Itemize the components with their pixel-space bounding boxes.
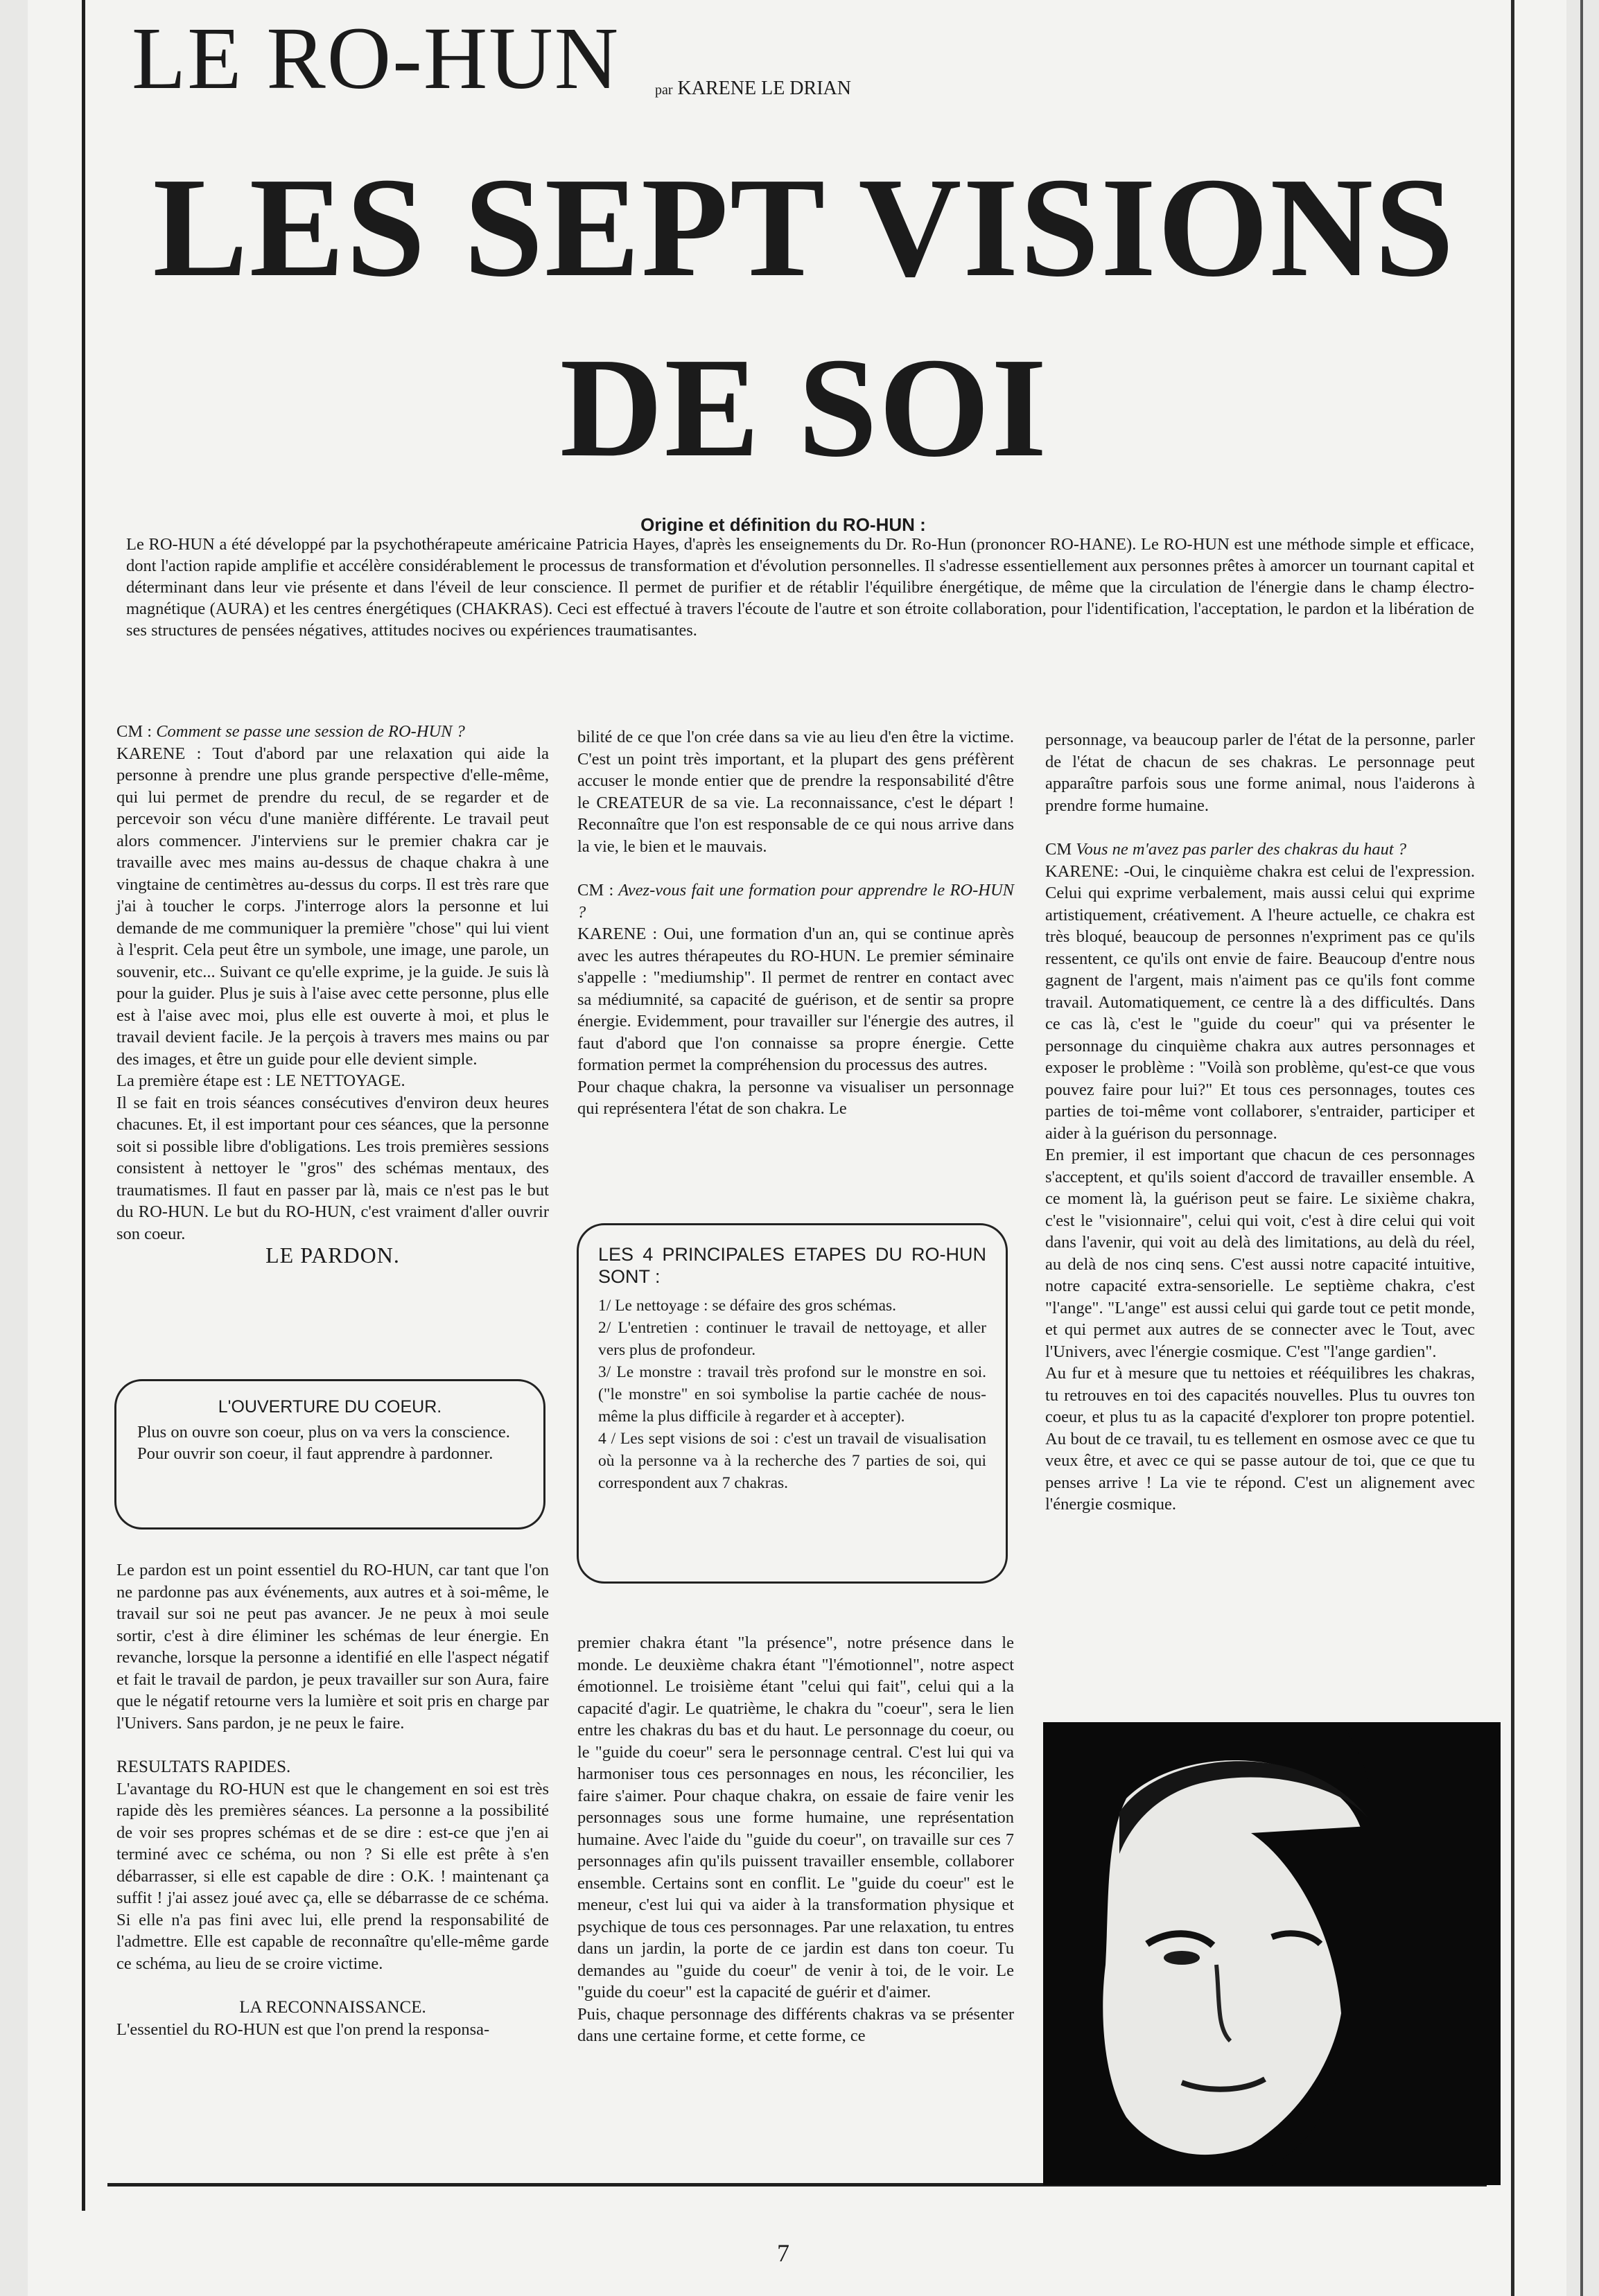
byline xyxy=(655,78,851,100)
left-border-rule xyxy=(82,0,85,2211)
right-border-rule xyxy=(1511,0,1514,2296)
paragraph-chakras: premier chakra étant "la présence", notre présence dans le monde. Le deuxième chakra étant "l'émotionnel", notre aspect émotionnel. Le troisième étant "celui qui fait", celui qui a la capacité d'agir. Le quatrième, le chakra du "coeur", sera le lien entre les chakras du bas et du haut. Le personnage du coeur, ou le "guide du coeur" sera le personnage central. C'est lui qui va harmoniser tous ces personnages en nous, les réconcilier, les faire s'aimer. Pour chaque chakra, on essaie de faire venir les personnages sous une forme humaine, une représentation humaine. Avec l'aide du "guide du coeur", on travaille sur ces 7 personnages afin qu'ils puissent travailler ensemble, collaborer ensemble. Certains sont en conflit. Le "guide du coeur" est le meneur, c'est lui qui va aider à la transformation physique et psychique de tous ces personnages. Par une relaxation, tu entres dans un jardin, la porte de ce jardin est dans ton coeur. Tu demandes au "guide du coeur" de venir à toi, de le voir. Le "guide du coeur" est la capacité de guérir et d'aimer. xyxy=(577,1633,1014,2001)
callout-title-etapes: LES 4 PRINCIPALES ETAPES DU RO-HUN SONT : xyxy=(598,1244,986,1287)
etape-item: 1/ Le nettoyage : se défaire des gros schémas. xyxy=(598,1297,897,1315)
portrait-illustration xyxy=(1043,1722,1501,2185)
portrait-photo xyxy=(1043,1722,1501,2185)
callout-text-ouverture: Plus on ouvre son coeur, plus on va vers la conscience. Pour ouvrir son coeur, il faut apprendre à pardonner. xyxy=(137,1422,510,1463)
etape-item: 3/ Le monstre : travail très profond sur le monstre en soi. ("le monstre" en soi symbolise la partie cachée de nous-même la plus difficile à regarder et à accepter). xyxy=(598,1363,986,1426)
paragraph-sixieme-septieme: En premier, il est important que chacun de ces personnages s'acceptent, et qu'ils soient d'accord de travailler ensemble. A ce moment là, la guérison peut se faire. Le sixième chakra, c'est le "visionnaire", celui qui voit, c'est à dire celui qui voit dans l'avenir, qui voit au delà des limitations, au delà du réel, au delà de nos cinq sens. C'est aussi notre capacité intuitive, notre capacité extra-sensorielle. Le septième chakra, c'est "l'ange". "L'ange" est aussi celui qui garde tout ce petit monde, et qui permet aux autres de se connecter avec le Tout, avec l'Univers, avec l'énergie cosmique. C'est "l'ange gardien". xyxy=(1045,1146,1475,1361)
headline-line-1: LES SEPT VISIONS xyxy=(152,148,1456,306)
paragraph-personnage: Pour chaque chakra, la personne va visualiser un personnage qui représentera l'état de son chakra. Le xyxy=(577,1077,1014,1118)
column-2-bottom xyxy=(577,1632,1014,2047)
intro-title: Origine et définition du RO-HUN : xyxy=(640,514,926,535)
question-3: CM Vous ne m'avez pas parler des chakras du haut ? xyxy=(1045,840,1407,859)
paragraph-pardon: Le pardon est un point essentiel du RO-HUN, car tant que l'on ne pardonne pas aux événements, aux autres et à soi-même, le travail sur soi ne peut pas avancer. Je ne peux à moi seule sortir, c'est à dire éliminer les schémas de leur énergie. En revanche, lorsque la personne a identifié en elle l'aspect négatif et fait le travail de pardon, je peux travailler sur son Aura, faire que le négatif retourne vers la lumière et soit pris en charge par l'Univers. Sans pardon, je ne peux le faire. xyxy=(116,1561,549,1733)
paragraph-puis: Puis, chaque personnage des différents chakras va se présenter dans une certaine forme, et cette forme, ce xyxy=(577,2004,1014,2045)
question-2: CM : Avez-vous fait une formation pour apprendre le RO-HUN ? xyxy=(577,881,1014,922)
intro-text: Le RO-HUN a été développé par la psychothérapeute américaine Patricia Hayes, d'après les enseignements du Dr. Ro-Hun (prononcer RO-HANE). Le RO-HUN est une méthode simple et efficace, dont l'action rapide amplifie et accélère considérablement le processus de transformation et d'évolution personnelles. Il s'adresse essentiellement aux personnes prêtes à amorcer un tournant capital et déterminant dans leur vie présente et dans l'éveil de leur conscience. Il permet de purifier et de rétablir l'équilibre énergétique, de même que la circulation de l'énergie dans le champ électro-magnétique (AURA) et les centres énergétiques (CHAKRAS). Ceci est effectué à travers l'écoute de l'autre et son étroite collaboration, pour l'identification, l'acceptation, le pardon et la libération de ses structures de pensées négatives, attitudes nocives ou expériences traumatisantes. xyxy=(126,535,1474,640)
column-1-bottom xyxy=(116,1559,549,2040)
callout-box-ouverture xyxy=(114,1379,545,1530)
column-1-top xyxy=(116,721,549,1267)
step-one-line: La première étape est : LE NETTOYAGE. xyxy=(116,1071,405,1090)
byline-par: par xyxy=(655,82,673,98)
section-heading-reconnaissance: LA RECONNAISSANCE. xyxy=(239,1998,426,2017)
answer-1: KARENE : Tout d'abord par une relaxation qui aide la personne à prendre une plus grande perspective d'elle-même, qui lui permet de prendre du recul, de se regarder et de percevoir son vécu d'une manière différente. Le travail peut alors commencer. J'interviens sur le premier chakra car je travaille avec mes mains au-dessus de chaque chakra à une vingtaine de centimètres au-dessus du corps. Il est très rare que j'ai à toucher le corps. J'interroge alors la personne et lui demande de me communiquer la première "chose" qui lui vient à l'esprit. Cela peut être un symbole, une image, une parole, un souvenir, etc... Suivant ce qu'elle exprime, je la guide. Je suis là pour la guider. Plus je suis à l'aise avec cette personne, plus elle est à l'aise avec moi, plus elle est ouverte à moi, et plus le travail devient facile. Je la perçois à travers mes mains ou par des images, et être un guide pour elle devient simple. xyxy=(116,744,549,1069)
paragraph-reconnaissance-start: L'essentiel du RO-HUN est que l'on prend la responsa- xyxy=(116,2019,490,2039)
callout-box-etapes xyxy=(577,1223,1008,1584)
magazine-page xyxy=(28,0,1566,2296)
column-3 xyxy=(1045,729,1475,1516)
etape-item: 2/ L'entretien : continuer le travail de nettoyage, et aller vers plus de profondeur. xyxy=(598,1319,986,1359)
page-edge-rule xyxy=(1580,0,1583,2296)
paragraph-resultats: L'avantage du RO-HUN est que le changement en soi est très rapide dès les premières séances. La personne a la possibilité de voir ses propres schémas et de se dire : est-ce que j'en ai terminé avec ce schéma, ou non ? Si elle est prête à s'en débarrasser, si elle est capable de dire : O.K. ! maintenant ça suffit ! j'ai assez joué avec ça, elle se débarrasse de ce schéma. Si elle n'a pas fini avec lui, elle prend la responsabilité de l'admettre. Elle est capable de reconnaître qu'elle-même garde ce schéma, au lieu de se croire victime. xyxy=(116,1779,549,1973)
rubric-title: LE RO-HUN xyxy=(132,9,620,107)
paragraph-responsabilite: bilité de ce que l'on crée dans sa vie au lieu d'en être la victime. C'est un point très important, et la plupart des gens préfèrent accuser le monde entier que de prendre la responsabilité d'être le CREATEUR de sa vie. La reconnaissance, c'est le départ ! Reconnaître que l'on est responsable de ce qui nous arrive dans la vie, le bien et le mauvais. xyxy=(577,728,1014,856)
section-heading-pardon: LE PARDON. xyxy=(265,1243,400,1268)
paragraph-personnage-etat: personnage, va beaucoup parler de l'état de la personne, parler de l'état de chacun de ses chakras. Le personnage peut apparaître parfois sous une forme animal, nous l'aiderons à prendre forme humaine. xyxy=(1045,730,1475,815)
headline-line-2: DE SOI xyxy=(559,328,1049,487)
paragraph-alignement: Au fur et à mesure que tu nettoies et rééquilibres les chakras, tu retrouves en toi des capacités nouvelles. Plus tu ouvres ton coeur, et plus tu as la capacité d'explorer ton propre potentiel. Au bout de ce travail, tu es tellement en osmose avec ce que tu veux être, et avec ce qui se passe autour de toi, que ce que tu penses arrive ! La vie te répond. C'est un alignement avec l'énergie cosmique. xyxy=(1045,1364,1475,1514)
question-1: CM : Comment se passe une session de RO-HUN ? xyxy=(116,722,465,741)
section-heading-resultats: RESULTATS RAPIDES. xyxy=(116,1758,291,1776)
page-number: 7 xyxy=(777,2239,789,2267)
column-2-top xyxy=(577,726,1014,1120)
answer-3: KARENE: -Oui, le cinquième chakra est celui de l'expression. Celui qui exprime verbalement, mais aussi celui qui exprime artistiquement, créativement. A l'heure actuelle, ce chakra est très bloqué, beaucoup de personnes n'expriment pas ce qu'ils ressentent, ce qu'ils ont envie de faire. Beaucoup d'entre nous gagnent de l'argent, mais n'aiment pas ce qu'ils font comme travail. Automatiquement, ce centre là a des difficultés. Dans ce cas là, c'est le "guide du coeur" qui va présenter le personnage du cinquième chakra aux autres personnages et exposer le problème : "Voilà son problème, qu'est-ce que vous pouvez faire pour lui?" Et tous ces personnages, toutes ces parties de toi-même vont collaborer, s'entraider, participer et aider à la guérison du personnage. xyxy=(1045,861,1475,1143)
answer-2: KARENE : Oui, une formation d'un an, qui se continue après avec les autres thérapeutes du RO-HUN. Le premier séminaire s'appelle : "mediumship". Il permet de rentrer en contact avec sa médiumnité, sa capacité de guérison, et de sentir sa propre énergie. Evidemment, pour travailler sur l'énergie des autres, il faut d'abord que l'on connaisse sa propre énergie. Cette formation permet la compréhension du processus des autres. xyxy=(577,924,1014,1074)
paragraph-seances: Il se fait en trois séances consécutives d'environ deux heures chacunes. Et, il est important pour ces séances, que la personne soit si possible libre d'obligations. Les trois premières sessions consistent à nettoyer le "gros" des schémas mentaux, des traumatismes. Il faut en passer par là, mais ce n'est pas le but du RO-HUN. Le but du RO-HUN, c'est vraiment d'aller ouvrir son coeur. xyxy=(116,1093,549,1243)
callout-title-ouverture: L'OUVERTURE DU COEUR. xyxy=(218,1397,442,1417)
etape-item: 4 / Les sept visions de soi : c'est un travail de visualisation où la personne va à la recherche des 7 parties de soi, qui correspondent aux 7 chakras. xyxy=(598,1430,986,1492)
byline-author: KARENE LE DRIAN xyxy=(677,78,851,99)
